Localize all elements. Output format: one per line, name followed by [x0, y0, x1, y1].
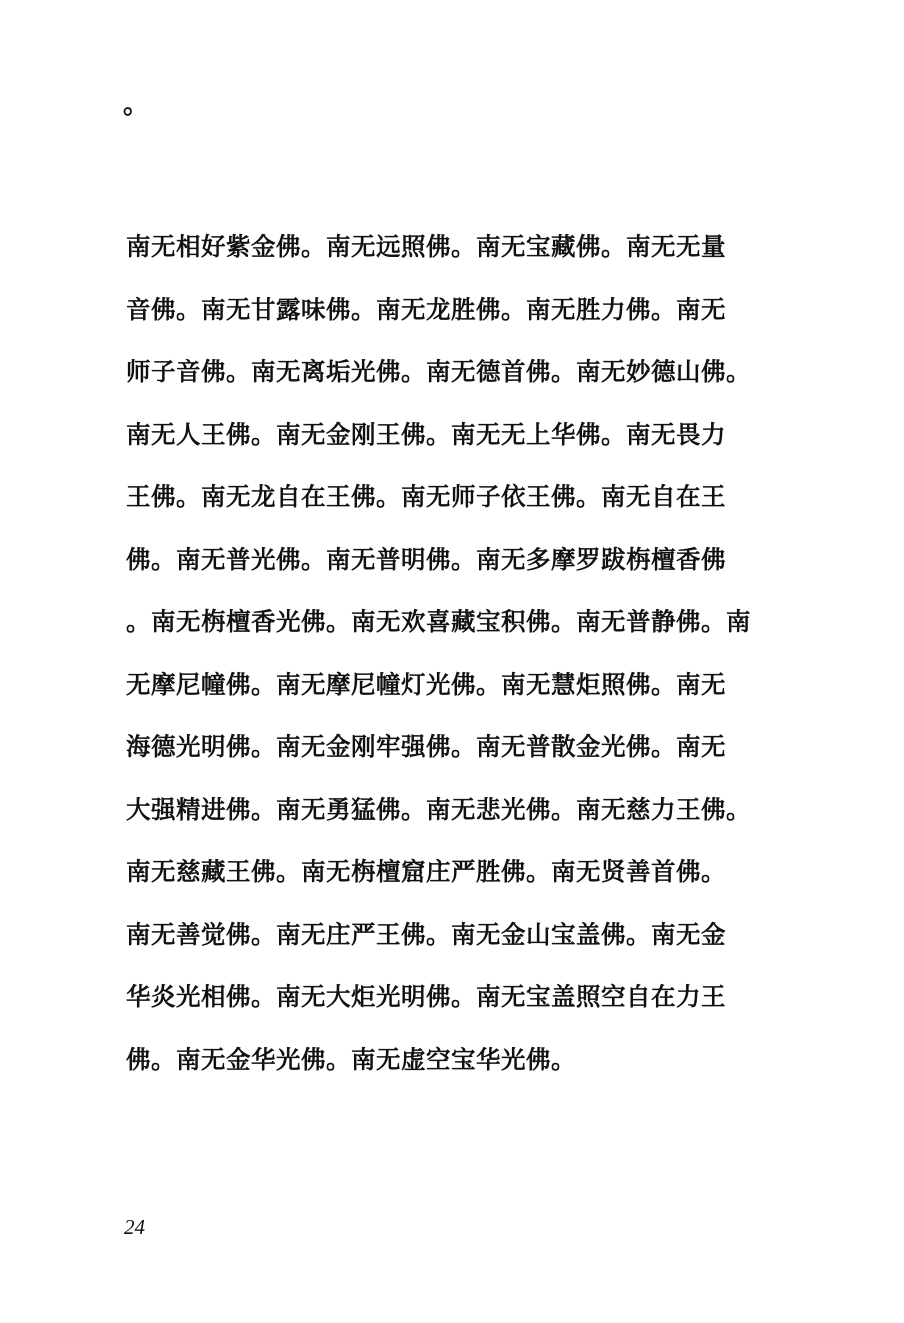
text-line: 南无慈藏王佛。南无栴檀窟庄严胜佛。南无贤善首佛。	[126, 857, 726, 886]
text-line: 佛。南无金华光佛。南无虚空宝华光佛。	[126, 1044, 576, 1074]
text-line: 。南无栴檀香光佛。南无欢喜藏宝积佛。南无普静佛。南	[126, 607, 751, 636]
page-number: 24	[124, 1215, 145, 1239]
text-line: 南无相好紫金佛。南无远照佛。南无宝藏佛。南无无量	[126, 232, 726, 261]
text-line: 海德光明佛。南无金刚牢强佛。南无普散金光佛。南无	[126, 732, 726, 761]
text-line: 王佛。南无龙自在王佛。南无师子依王佛。南无自在王	[126, 482, 726, 511]
text-line: 无摩尼幢佛。南无摩尼幢灯光佛。南无慧炬照佛。南无	[126, 669, 726, 699]
body-text	[126, 216, 751, 1091]
text-line: 音佛。南无甘露味佛。南无龙胜佛。南无胜力佛。南无	[126, 294, 726, 324]
text-line: 华炎光相佛。南无大炬光明佛。南无宝盖照空自在力王	[126, 982, 726, 1011]
text-line: 南无善觉佛。南无庄严王佛。南无金山宝盖佛。南无金	[126, 919, 726, 949]
text-line: 南无人王佛。南无金刚王佛。南无无上华佛。南无畏力	[126, 419, 726, 449]
text-line: 佛。南无普光佛。南无普明佛。南无多摩罗跋栴檀香佛	[126, 544, 726, 574]
text-line: 师子音佛。南无离垢光佛。南无德首佛。南无妙德山佛。	[126, 357, 751, 386]
text-line: 大强精进佛。南无勇猛佛。南无悲光佛。南无慈力王佛。	[126, 794, 751, 824]
leading-punctuation: 。	[123, 90, 150, 120]
